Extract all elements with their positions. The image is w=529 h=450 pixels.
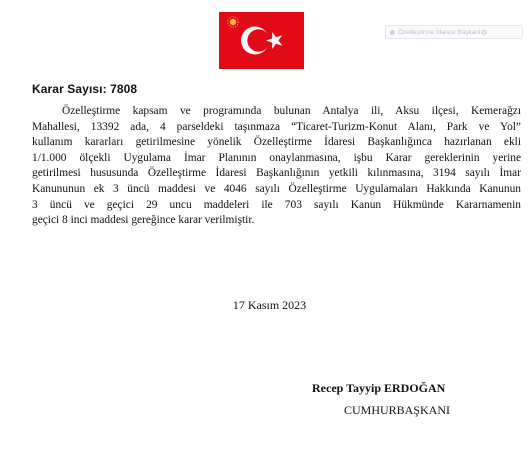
signer-name: Recep Tayyip ERDOĞAN [312,381,446,395]
body-line: 1/1.000 ölçekli Uygulama İmar Planının onaylanmasına, işbu Karar gereklerinin yerine [32,151,521,164]
turkish-flag-icon [219,12,304,69]
body-line: 3 üncü ve geçici 29 uncu maddeleri ile 703 sayılı Kanun Hükmünde Kararnamenin [32,198,521,211]
header-bar [0,0,529,80]
body-line: getirilmesi hususunda Özelleştirme İdaresi Başkanlığının yetkili kılınmasına, 3194 sayılı İmar [32,167,521,180]
watermark-dot-icon [390,30,395,35]
signer-title: CUMHURBAŞKANI [344,403,451,417]
decision-number: Karar Sayısı: 7808 [32,82,138,96]
body-line: kullanım kararları getirilmesine yönelik Özelleştirme İdaresi Başkanlığınca hazırlanan ekli [32,136,521,149]
body-line: Kanununun ek 3 üncü maddesi ve 4046 sayılı Özelleştirme Uygulamaları Hakkında Kanunun [32,182,521,195]
watermark-badge [385,25,523,39]
decree-date: 17 Kasım 2023 [232,298,307,312]
body-line: Özelleştirme kapsam ve programında bulunan Antalya ili, Aksu ilçesi, Kemerağzı [62,105,521,117]
body-line: Mahallesi, 13392 ada, 4 parseldeki taşınmaza “Ticaret-Turizm-Konut Alanı, Park ve Yol” [32,120,521,133]
decree-body [32,104,521,229]
body-line: geçici 8 inci maddesi gereğince karar verilmiştir. [32,214,255,227]
watermark-text: Özelleştirme İdaresi Başkanlığı [398,29,488,36]
